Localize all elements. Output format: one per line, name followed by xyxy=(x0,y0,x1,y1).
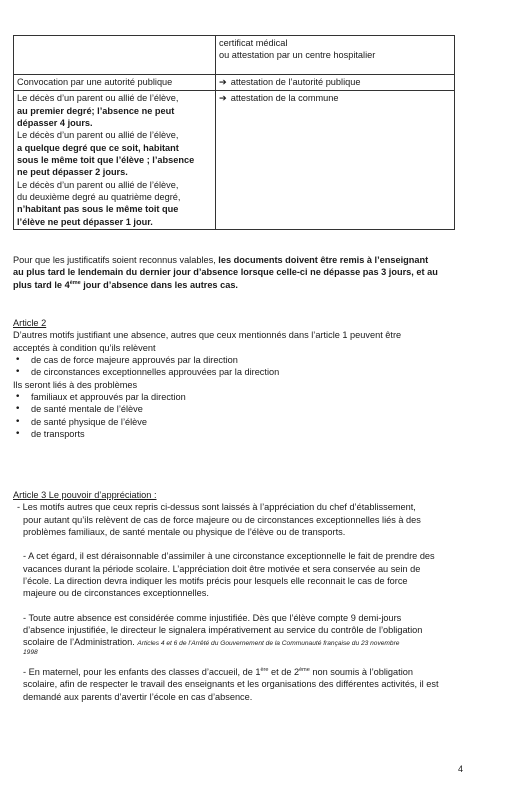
article-3-paragraph xyxy=(13,666,483,703)
table-cell-text: Le décès d’un parent ou allié de l’élève, xyxy=(17,93,179,104)
bullet-icon: • xyxy=(15,415,21,427)
table-cell-line xyxy=(219,92,451,105)
table-cell-line xyxy=(17,105,212,117)
arrow-icon: ➔ xyxy=(219,93,227,105)
table-cell-text: Le décès d’un parent ou allié de l’élève, xyxy=(17,179,179,190)
superscript: ère xyxy=(260,666,269,673)
list-item-text: de santé physique de l’élève xyxy=(31,416,147,427)
bullet-list xyxy=(13,354,483,379)
table-cell-text: ou attestation par un centre hospitalier xyxy=(219,50,376,61)
table-cell-text: Le décès d’un parent ou allié de l’élève, xyxy=(17,130,179,141)
paragraph-line xyxy=(13,254,483,266)
article-2-heading: Article 2 xyxy=(13,318,47,328)
list-item xyxy=(13,416,483,428)
paragraph-text: scolaire, afin de respecter le travail des enseignants et les organisations des différentes activités, il est xyxy=(23,679,439,690)
table-cell xyxy=(14,91,216,230)
paragraph-text: pour autant qu’ils relèvent de cas de force majeure ou de circonstances exceptionnelles liés à des xyxy=(23,514,421,525)
superscript: ème xyxy=(299,666,310,673)
list-item xyxy=(13,403,483,415)
article-3-heading: Article 3 Le pouvoir d’appréciation : xyxy=(13,490,157,500)
table-cell-line xyxy=(17,142,212,154)
paragraph-line xyxy=(13,279,483,291)
list-item-text: de santé mentale de l’élève xyxy=(31,404,143,415)
article-3-paragraph xyxy=(13,550,483,599)
bullet-icon: • xyxy=(15,353,21,365)
paragraph-text: - Toute autre absence est considérée comme injustifiée. Dès que l’élève compte 9 demi-jours xyxy=(23,612,402,623)
paragraph-text: - Les motifs autres que ceux repris ci-dessus sont laissés à l’appréciation du chef d’établissement, xyxy=(17,502,416,513)
paragraph-bold: plus tard le 4 xyxy=(13,279,70,290)
article-3-paragraph-cont xyxy=(13,514,483,539)
paragraph-text: scolaire de l’Administration. xyxy=(23,637,138,648)
table-row xyxy=(14,91,455,230)
article-2 xyxy=(13,317,483,440)
table-cell xyxy=(14,75,216,91)
paragraph-bold: les documents doivent être remis à l’enseignant xyxy=(218,255,429,265)
paragraph-bold: au plus tard le lendemain du dernier jour d’absence lorsque celle-ci ne dépasse pas 3 jours, et au xyxy=(13,267,438,278)
paragraph-text: Pour que les justificatifs soient reconnus valables, xyxy=(13,255,219,265)
legal-reference: Articles 4 et 6 de l’Arrêté du Gouvernement de la Communauté française du 23 novembre xyxy=(137,640,400,648)
list-item xyxy=(13,391,483,403)
paragraph-text: et de 2 xyxy=(268,666,300,677)
paragraph-text: majeure ou de circonstances exceptionnelles. xyxy=(23,588,209,599)
bullet-icon: • xyxy=(15,427,21,439)
list-item-text: de circonstances exceptionnelles approuvées par la direction xyxy=(31,367,280,378)
table-cell-line xyxy=(17,154,212,166)
arrow-icon: ➔ xyxy=(219,77,227,88)
paragraph-text: D’autres motifs justifiant une absence, autres que ceux mentionnés dans l’article 1 peuvent être xyxy=(13,330,402,341)
table-cell-bold: dépasser 4 jours. xyxy=(17,117,93,128)
table-cell xyxy=(216,91,455,230)
bullet-icon: • xyxy=(15,366,21,378)
paragraph-text: d’absence injustifiée, le directeur le signalera impérativement au service du contrôle de l’obligation xyxy=(23,624,423,635)
paragraph-text: - A cet égard, il est déraisonnable d’assimiler à une circonstance exceptionnelle le fait de prendre des xyxy=(23,551,435,562)
table-cell-text: du deuxième degré au quatrième degré, xyxy=(17,191,181,202)
paragraph-text: acceptés à condition qu’ils relèvent xyxy=(13,342,156,353)
paragraph-bold: jour d’absence dans les autres cas. xyxy=(80,279,238,290)
paragraph-text: non soumis à l’obligation xyxy=(309,666,413,677)
list-item xyxy=(13,428,483,440)
paragraph-text: Ils seront liés à des problèmes xyxy=(13,379,138,390)
table-row xyxy=(14,36,455,75)
table-cell-text: certificat médical xyxy=(219,38,288,48)
table-cell-text: Convocation par une autorité publique xyxy=(17,77,173,87)
list-item-text: familiaux et approuvés par la direction xyxy=(31,391,186,402)
table-cell-bold: l’élève ne peut dépasser 1 jour. xyxy=(17,216,153,227)
article-3-paragraph xyxy=(13,501,483,513)
bullet-list xyxy=(13,391,483,440)
article-3 xyxy=(13,489,483,703)
article-3-paragraph xyxy=(13,612,483,658)
paragraph-line xyxy=(13,266,483,278)
table-cell xyxy=(216,36,455,75)
table-cell-line xyxy=(17,117,212,129)
table-row xyxy=(14,75,455,91)
list-item xyxy=(13,354,483,366)
table-cell-line xyxy=(17,203,212,215)
table-cell-line xyxy=(17,166,212,178)
list-item-text: de cas de force majeure approuvés par la direction xyxy=(31,354,238,365)
paragraph-line xyxy=(23,636,483,649)
paragraph-text: vacances durant la période scolaire. L’appréciation doit être motivée et sera conservée au sein de xyxy=(23,563,421,574)
table-cell-bold: ne peut dépasser 2 jours. xyxy=(17,167,128,178)
superscript: ème xyxy=(69,279,81,286)
justification-deadline-paragraph xyxy=(13,254,483,291)
table-cell-line xyxy=(219,76,451,89)
table-cell xyxy=(216,75,455,91)
table-cell-bold: au premier degré; l’absence ne peut xyxy=(17,105,175,116)
justification-table xyxy=(13,35,455,230)
table-cell xyxy=(14,36,216,75)
table-cell-text: attestation de la commune xyxy=(230,93,339,104)
bullet-icon: • xyxy=(15,390,21,402)
paragraph-text: - En maternel, pour les enfants des classes d’accueil, de 1 xyxy=(23,666,261,677)
legal-reference: 1998 xyxy=(23,649,38,657)
table-cell-bold: a quelque degré que ce soit, habitant xyxy=(17,142,179,153)
table-cell-line xyxy=(17,216,212,228)
paragraph-line xyxy=(23,666,483,678)
bullet-icon: • xyxy=(15,403,21,415)
table-cell-bold: sous le même toit que l’élève ; l’absence xyxy=(17,154,195,165)
paragraph-text: l’école. La direction devra indiquer les motifs précis pour lesquels elle reconnait le cas de force xyxy=(23,575,408,586)
paragraph-text: problèmes familiaux, de santé mentale ou physique de l’élève ou de transports. xyxy=(23,526,346,537)
list-item-text: de transports xyxy=(31,428,85,439)
list-item xyxy=(13,366,483,378)
page-number: 4 xyxy=(458,764,464,774)
table-cell-bold: n’habitant pas sous le même toit que xyxy=(17,204,179,215)
table-cell-text: attestation de l’autorité publique xyxy=(230,77,361,87)
paragraph-text: demandé aux parents d’avertir l’école en cas d’absence. xyxy=(23,691,253,702)
